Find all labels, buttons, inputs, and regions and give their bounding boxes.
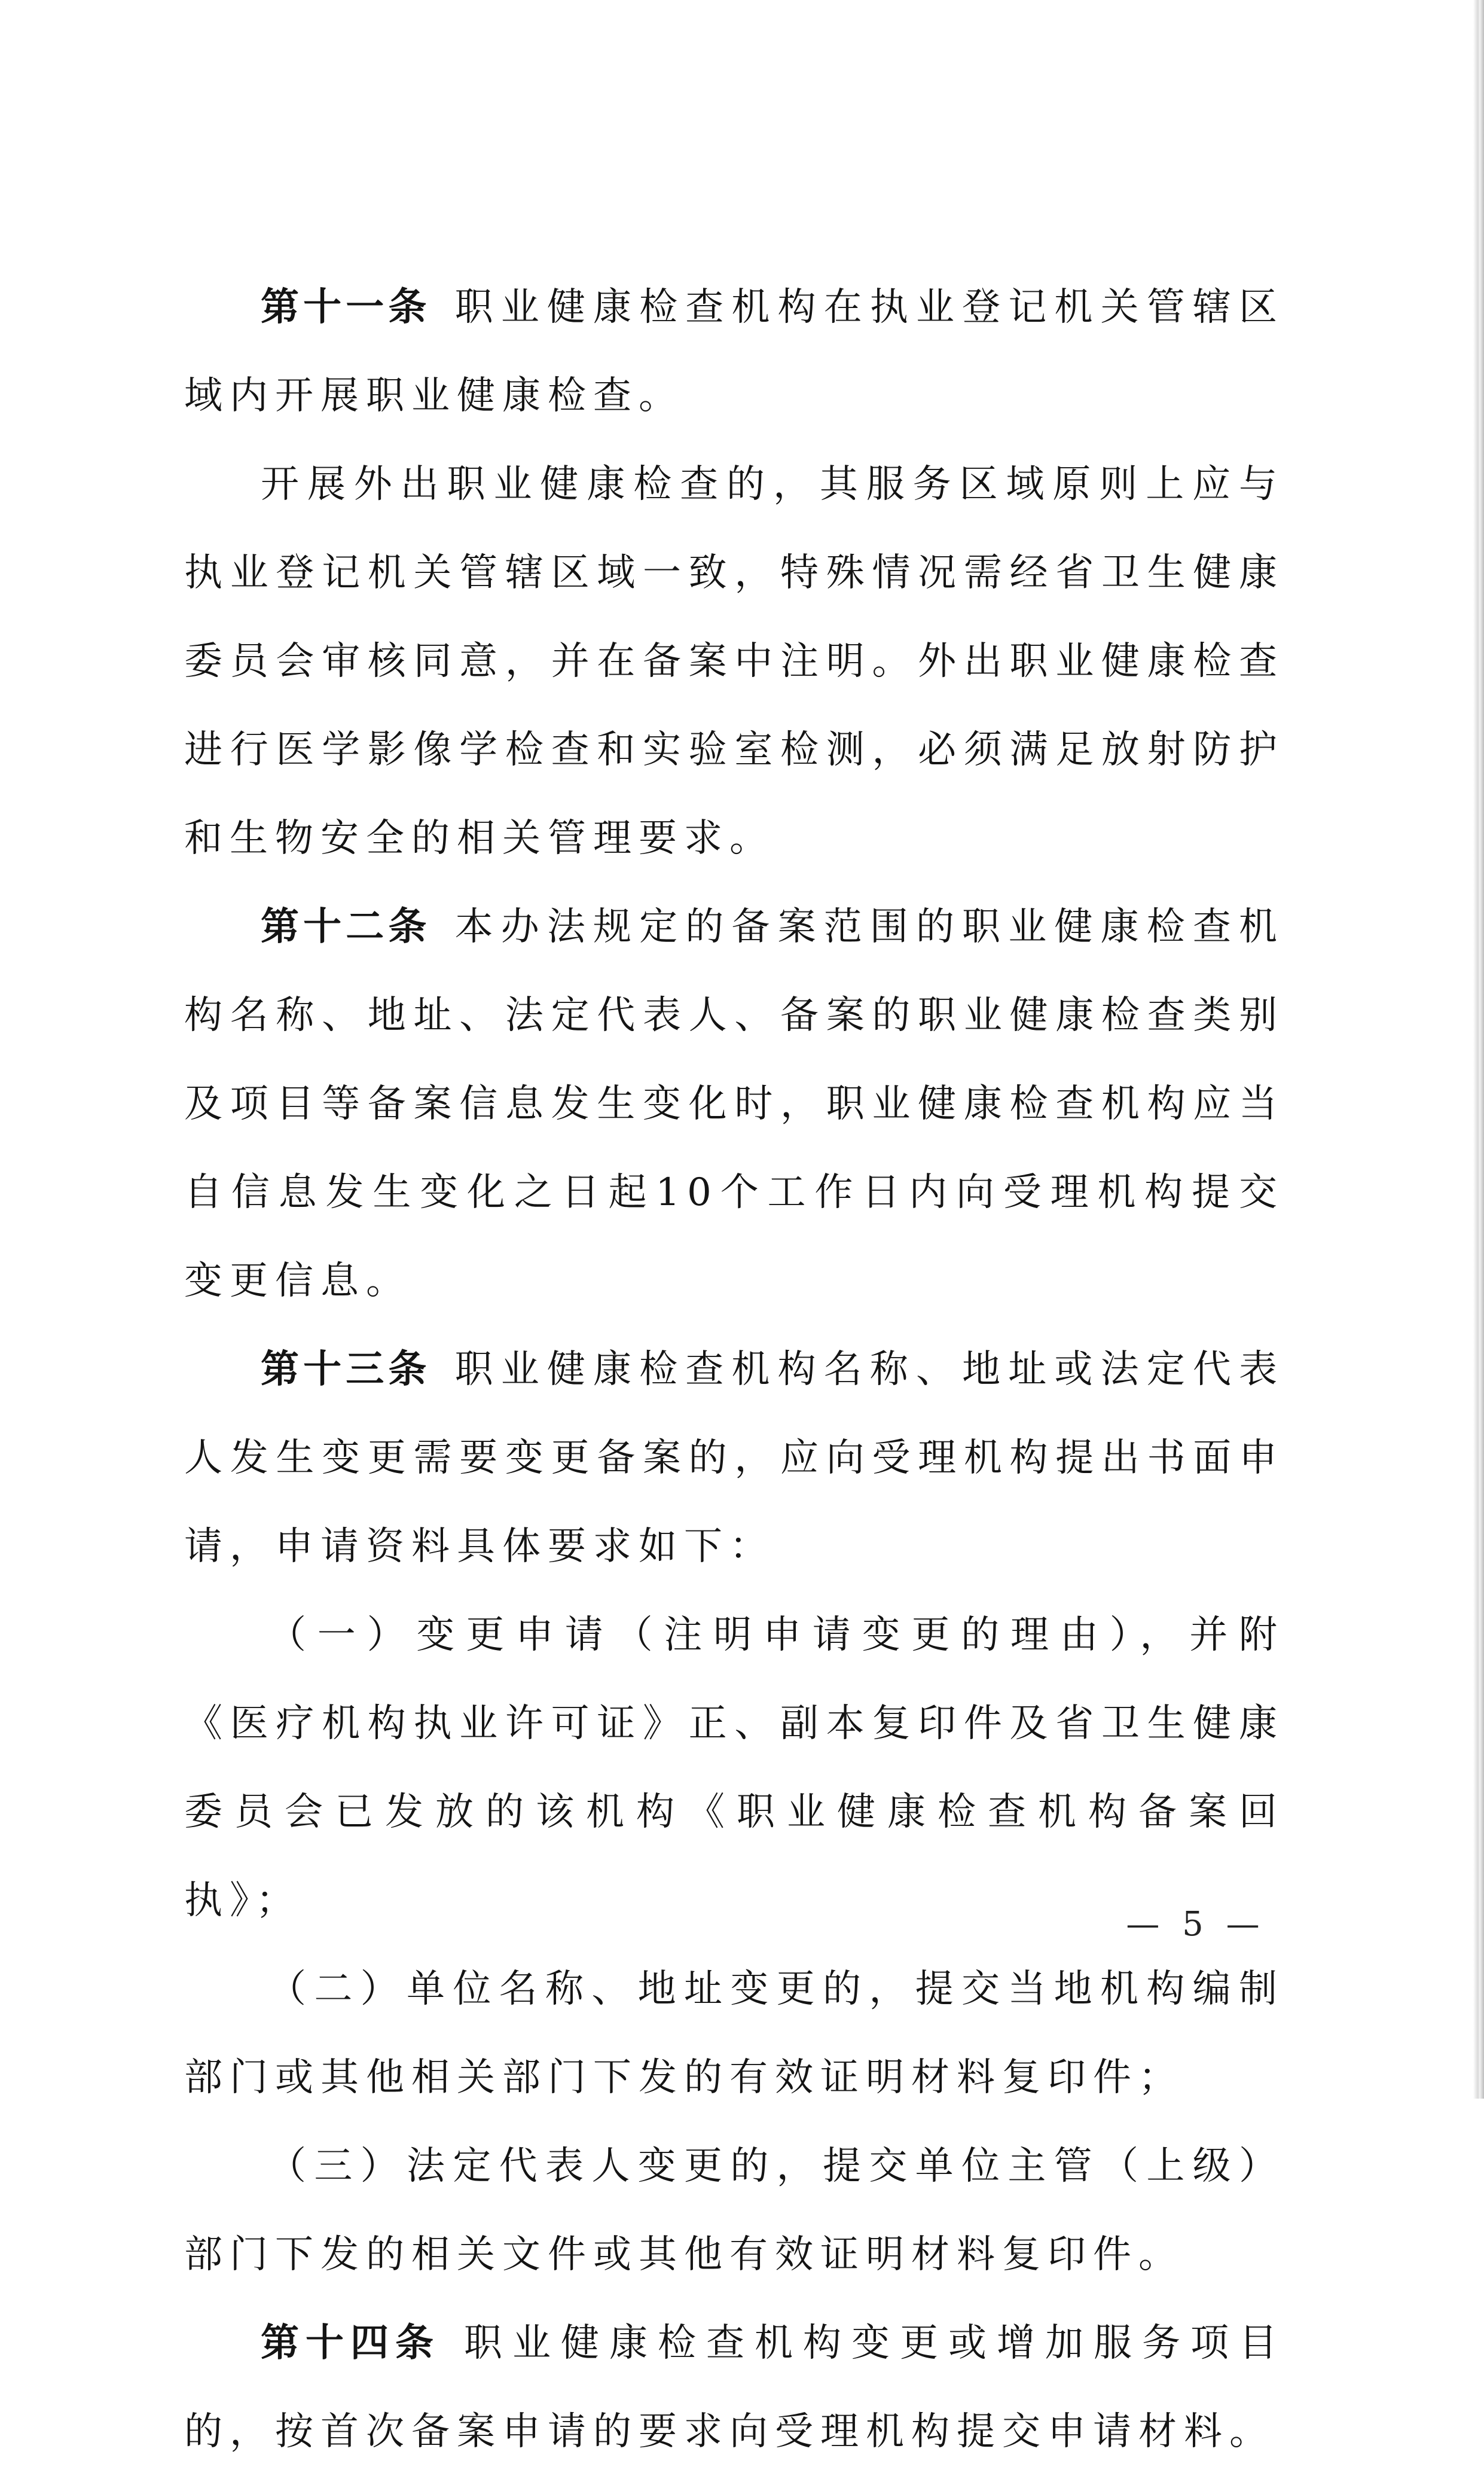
- article-11-paragraph: [184, 263, 1284, 440]
- document-body: [184, 263, 1284, 2476]
- article-11-heading: 第十一条: [261, 285, 431, 330]
- article-13-text: 职业健康检查机构名称、地址或法定代表人发生变更需要变更备案的，应向受理机构提出书面申请，申请资料具体要求如下：: [184, 1347, 1285, 1569]
- article-12-text: 本办法规定的备案范围的职业健康检查机构名称、地址、法定代表人、备案的职业健康检查类别及项目等备案信息发生变化时，职业健康检查机构应当自信息发生变化之日起10个工作日内向受理机构提交变更信息。: [184, 905, 1285, 1303]
- article-13-item-2-text: （二）单位名称、地址变更的，提交当地机构编制部门或其他相关部门下发的有效证明材料复印件；: [184, 1967, 1284, 2100]
- article-14-paragraph: [184, 2299, 1284, 2476]
- article-11-text-2: 开展外出职业健康检查的，其服务区域原则上应与执业登记机关管辖区域一致，特殊情况需经省卫生健康委员会审核同意，并在备案中注明。外出职业健康检查进行医学影像学检查和实验室检测，必须满足放射防护和生物安全的相关管理要求。: [184, 462, 1284, 861]
- article-14-heading: 第十四条: [261, 2321, 440, 2365]
- scan-edge-shadow: [1473, 0, 1484, 2099]
- article-13-item-3-text: （三）法定代表人变更的，提交单位主管（上级）部门下发的相关文件或其他有效证明材料复印件。: [184, 2144, 1284, 2277]
- article-13-item-2: [184, 1945, 1284, 2122]
- page-number: — 5 —: [1126, 1905, 1266, 1944]
- article-13-item-1-text: （一）变更申请（注明申请变更的理由），并附《医疗机构执业许可证》正、副本复印件及省卫生健康委员会已发放的该机构《职业健康检查机构备案回执》；: [184, 1613, 1284, 1923]
- article-11-paragraph-2: [184, 440, 1284, 883]
- article-13-paragraph: [184, 1325, 1284, 1591]
- article-14-text: 职业健康检查机构变更或增加服务项目的，按首次备案申请的要求向受理机构提交申请材料。: [184, 2321, 1284, 2454]
- article-13-item-3: [184, 2122, 1284, 2299]
- article-11-text: 职业健康检查机构在执业登记机关管辖区域内开展职业健康检查。: [184, 285, 1285, 418]
- article-12-heading: 第十二条: [261, 905, 431, 949]
- article-13-heading: 第十三条: [261, 1347, 431, 1392]
- article-13-item-1: [184, 1591, 1284, 1945]
- article-12-paragraph: [184, 883, 1284, 1325]
